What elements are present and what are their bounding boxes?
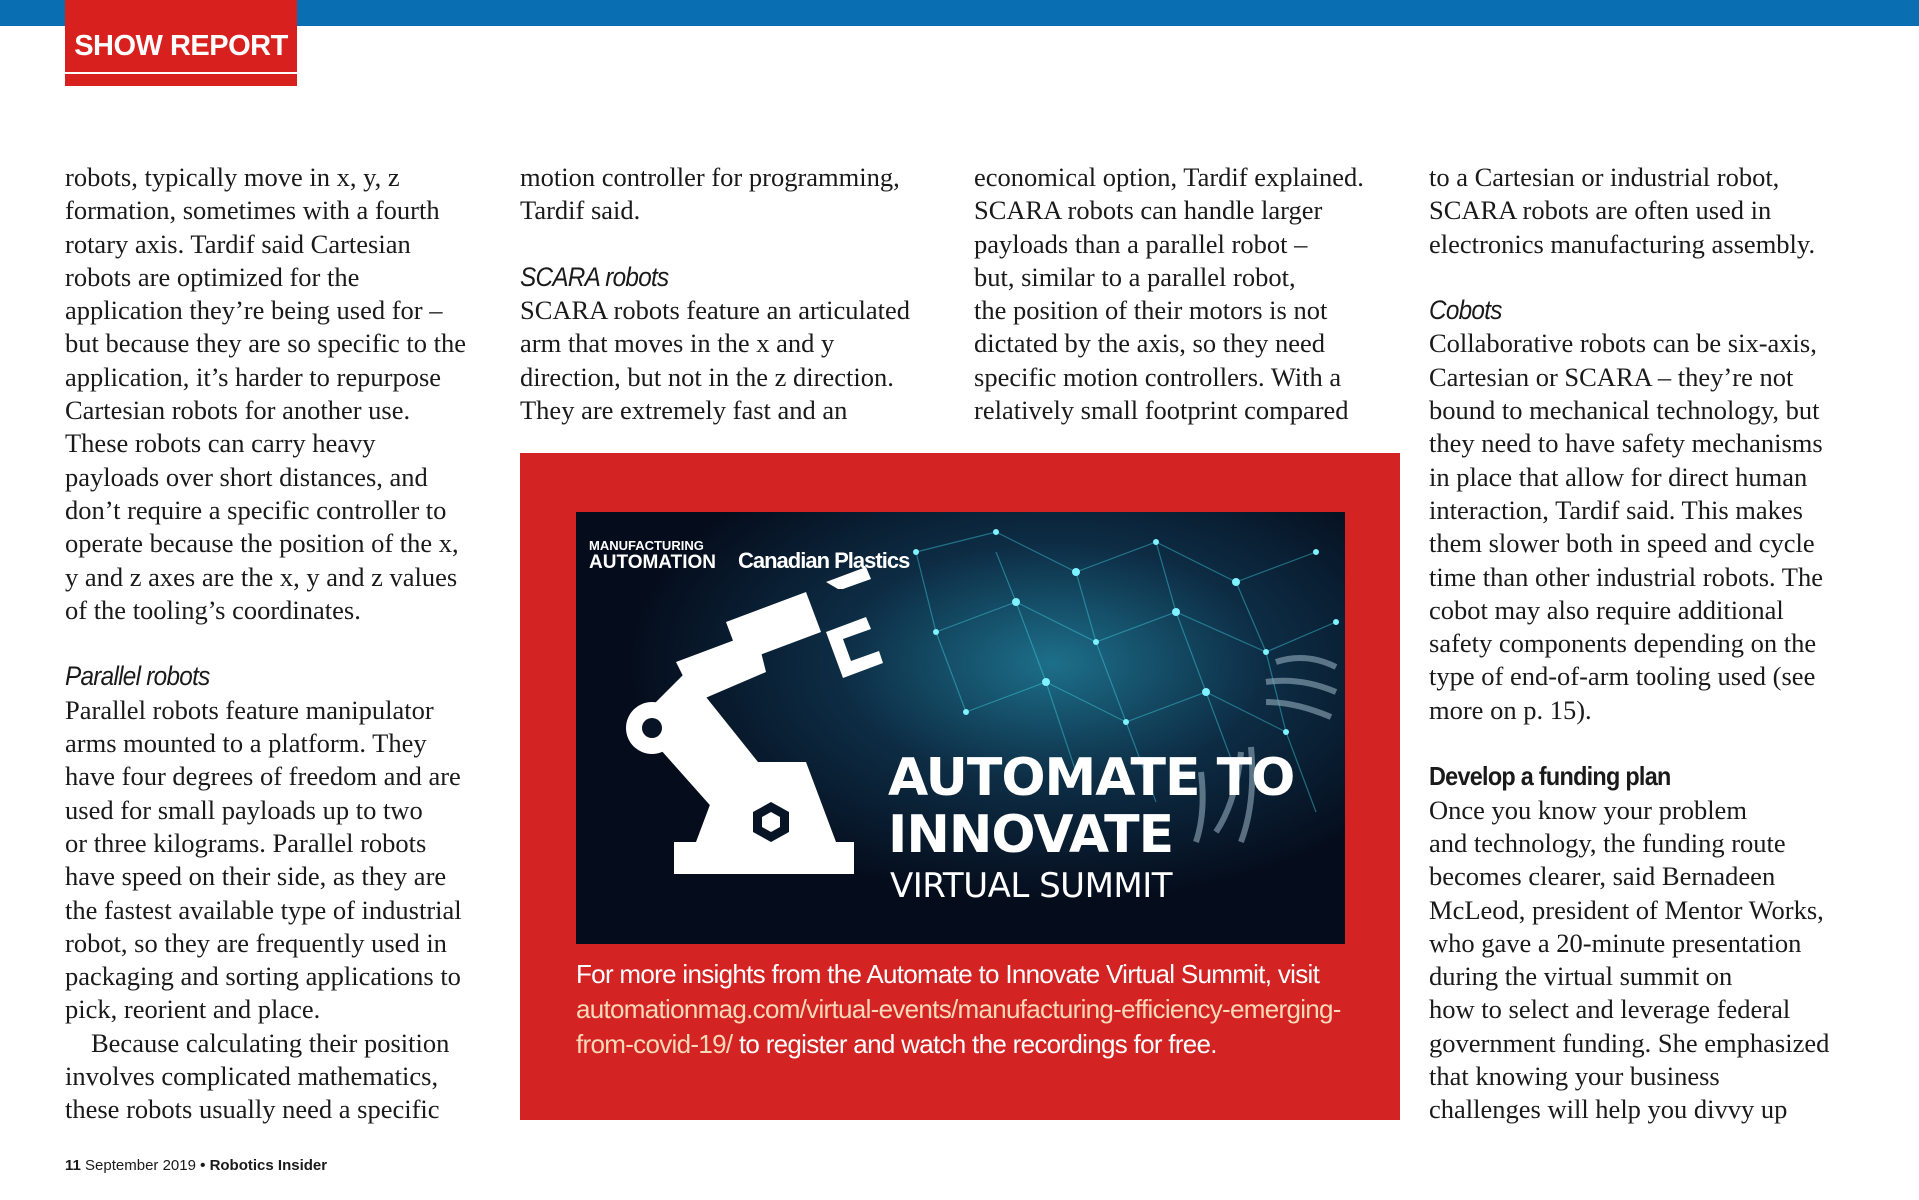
summit-link-line1[interactable]: automationmag.com/virtual-events/manufacturing-efficiency-emerging- (576, 994, 1341, 1024)
text-line: Cartesian or SCARA – they’re not (1429, 361, 1794, 392)
text-line: Parallel robots feature manipulator (65, 694, 434, 725)
summit-title-line2: INNOVATE (888, 805, 1174, 865)
summit-banner-graphic (576, 512, 1345, 944)
text-line: have four degrees of freedom and are (65, 761, 461, 792)
brand-manufacturing-line2: AUTOMATION (589, 552, 717, 573)
text-line: but because they are so specific to the (65, 328, 467, 359)
text-line: robot, so they are frequently used in (65, 927, 447, 958)
text-line: pick, reorient and place. (65, 994, 321, 1025)
summit-link-line2[interactable]: from-covid-19/ (576, 1029, 733, 1059)
paragraph (1429, 327, 1889, 727)
text-line: application, it’s harder to repurpose (65, 361, 442, 392)
text-line: bound to mechanical technology, but (1429, 395, 1820, 426)
paragraph (65, 1027, 505, 1127)
text-line: relatively small footprint compared (974, 395, 1349, 426)
text-line: payloads over short distances, and (65, 461, 428, 492)
text-line: motion controller for programming, (520, 162, 900, 192)
subheading-funding-plan: Develop a funding plan (1429, 761, 1671, 792)
article-column-4 (1429, 161, 1889, 1127)
subheading-cobots: Cobots (1429, 295, 1502, 326)
text-line: robots are optimized for the (65, 261, 360, 292)
text-line: Cartesian robots for another use. (65, 395, 411, 426)
text-line: direction, but not in the z direction. (520, 361, 894, 392)
text-line: packaging and sorting applications to (65, 961, 461, 992)
promo-ending: to register and watch the recordings for free. (732, 1029, 1217, 1059)
text-line: Because calculating their position (91, 1027, 450, 1058)
text-line: payloads than a parallel robot – (974, 228, 1308, 259)
text-line: interaction, Tardif said. This makes (1429, 494, 1803, 525)
brand-canadian-plastics: Canadian Plastics (738, 548, 910, 573)
text-line: They are extremely fast and an (520, 395, 848, 426)
text-line: have speed on their side, as they are (65, 861, 447, 892)
text-line: time than other industrial robots. The (1429, 561, 1823, 592)
paragraph (974, 161, 1414, 427)
text-line: involves complicated mathematics, (65, 1061, 439, 1092)
text-line: operate because the position of the x, (65, 528, 459, 559)
text-line: or three kilograms. Parallel robots (65, 827, 427, 858)
text-line: used for small payloads up to two (65, 794, 423, 825)
brand-manufacturing-line1: MANUFACTURING (589, 538, 704, 553)
text-line: safety components depending on the (1429, 628, 1817, 659)
text-line: more on p. 15). (1429, 694, 1592, 725)
text-line: electronics manufacturing assembly. (1429, 228, 1816, 259)
text-line: becomes clearer, said Bernadeen (1429, 861, 1776, 892)
subheading-scara-robots: SCARA robots (520, 261, 669, 292)
text-line: how to select and leverage federal (1429, 994, 1791, 1025)
paragraph (520, 294, 960, 427)
text-line: challenges will help you divvy up (1429, 1094, 1788, 1125)
text-line: application they’re being used for – (65, 295, 443, 326)
paragraph (1429, 794, 1889, 1127)
text-line: that knowing your business (1429, 1061, 1720, 1092)
text-line: Once you know your problem (1429, 794, 1747, 825)
text-line: the fastest available type of industrial (65, 894, 462, 925)
section-tag-label: SHOW REPORT (74, 30, 288, 62)
text-line: arms mounted to a platform. They (65, 728, 427, 759)
publication-name: Robotics Insider (209, 1157, 328, 1174)
text-line: SCARA robots feature an articulated (520, 295, 911, 326)
text-line: cobot may also require additional (1429, 594, 1784, 625)
text-line: rotary axis. Tardif said Cartesian (65, 228, 411, 259)
text-line: to a Cartesian or industrial robot, (1429, 162, 1780, 192)
text-line: arm that moves in the x and y (520, 328, 835, 359)
text-line: specific motion controllers. With a (974, 361, 1342, 392)
text-line: during the virtual summit on (1429, 961, 1733, 992)
text-line: type of end-of-arm tooling used (see (1429, 661, 1816, 692)
text-line: Collaborative robots can be six-axis, (1429, 328, 1817, 359)
paragraph (520, 161, 960, 228)
paragraph (1429, 161, 1889, 261)
text-line: These robots can carry heavy (65, 428, 376, 459)
article-column-1 (65, 161, 505, 1127)
section-tag (65, 0, 297, 86)
text-line: SCARA robots are often used in (1429, 195, 1772, 226)
text-line: government funding. She emphasized (1429, 1027, 1830, 1058)
paragraph (65, 161, 505, 627)
text-line: them slower both in speed and cycle (1429, 528, 1815, 559)
text-line: SCARA robots can handle larger (974, 195, 1323, 226)
text-line: dictated by the axis, so they need (974, 328, 1326, 359)
subheading-parallel-robots: Parallel robots (65, 661, 210, 692)
page-footer (65, 1157, 327, 1174)
page-number: 11 (65, 1157, 81, 1174)
summit-banner-image[interactable] (576, 512, 1345, 944)
text-line: who gave a 20-minute presentation (1429, 927, 1802, 958)
text-line: of the tooling’s coordinates. (65, 594, 361, 625)
summit-title-line1: AUTOMATE TO (888, 748, 1295, 808)
text-line: they need to have safety mechanisms (1429, 428, 1823, 459)
text-line: in place that allow for direct human (1429, 461, 1808, 492)
text-line: economical option, Tardif explained. (974, 162, 1364, 192)
summit-promo-text (576, 957, 1366, 1062)
summit-advertisement[interactable] (520, 453, 1400, 1120)
text-line: y and z axes are the x, y and z values (65, 561, 458, 592)
text-line: Tardif said. (520, 195, 641, 226)
section-tag-rule (65, 72, 297, 74)
issue-date: September 2019 (85, 1157, 196, 1174)
footer-bullet: • (200, 1157, 206, 1174)
text-line: formation, sometimes with a fourth (65, 195, 440, 226)
article-column-3 (974, 161, 1414, 427)
text-line: these robots usually need a specific (65, 1094, 440, 1125)
paragraph (65, 694, 505, 1027)
article-column-2 (520, 161, 960, 427)
summit-subtitle: VIRTUAL SUMMIT (890, 866, 1173, 906)
text-line: robots, typically move in x, y, z (65, 162, 400, 192)
text-line: but, similar to a parallel robot, (974, 261, 1296, 292)
text-line: and technology, the funding route (1429, 827, 1786, 858)
text-line: the position of their motors is not (974, 295, 1328, 326)
text-line: don’t require a specific controller to (65, 494, 447, 525)
text-line: McLeod, president of Mentor Works, (1429, 894, 1824, 925)
promo-intro: For more insights from the Automate to Innovate Virtual Summit, visit (576, 959, 1320, 989)
